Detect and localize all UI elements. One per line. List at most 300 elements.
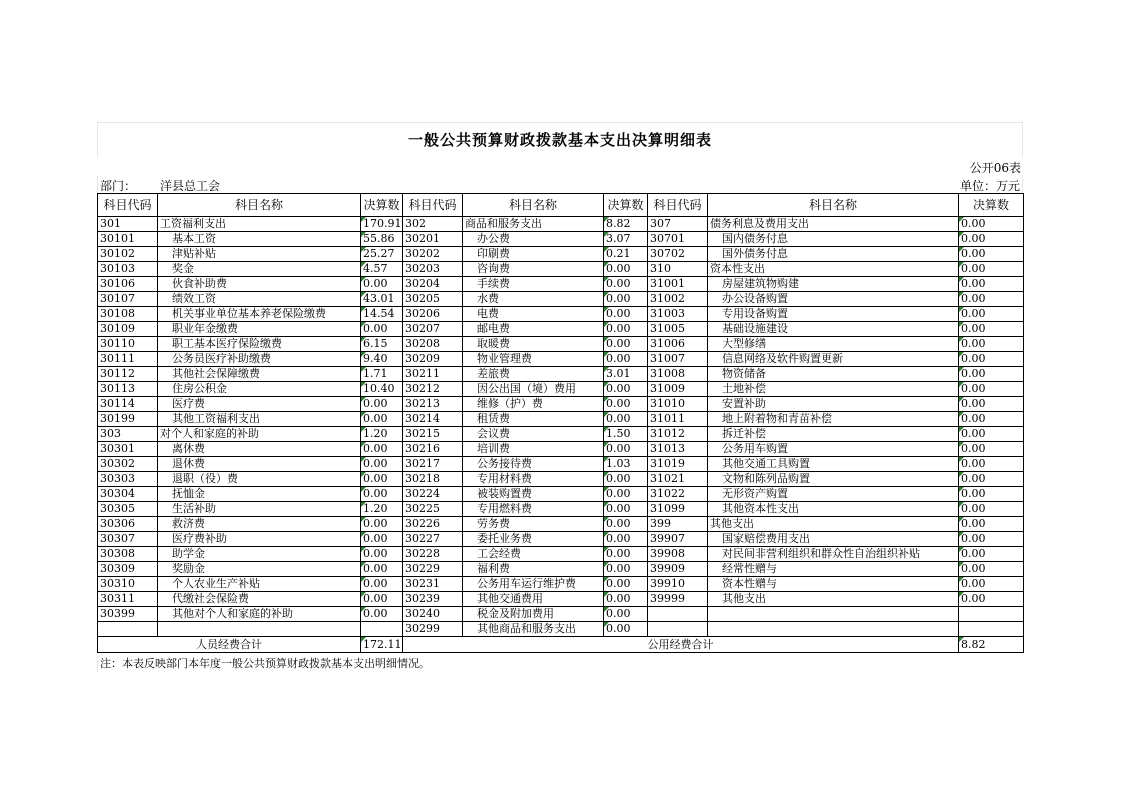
- item-code: 31010: [648, 397, 708, 412]
- item-code: 399: [648, 517, 708, 532]
- item-name: 资本性支出: [708, 262, 959, 277]
- item-code: 30214: [403, 412, 463, 427]
- item-name: 其他社会保障缴费: [158, 367, 361, 382]
- item-code: 31003: [648, 307, 708, 322]
- department-name: 洋县总工会: [160, 179, 221, 193]
- item-amount: 0.00: [361, 412, 403, 427]
- item-amount: 0.00: [604, 382, 648, 397]
- table-row: [98, 457, 1024, 472]
- item-name: 水费: [463, 292, 604, 307]
- table-row: [98, 337, 1024, 352]
- table-row: [98, 592, 1024, 607]
- item-code: 301: [98, 217, 158, 232]
- item-name: 伙食补助费: [158, 277, 361, 292]
- item-name: 个人农业生产补贴: [158, 577, 361, 592]
- item-amount: 0.00: [959, 307, 1024, 322]
- item-code: 39908: [648, 547, 708, 562]
- item-amount: 0.00: [604, 472, 648, 487]
- item-name: 绩效工资: [158, 292, 361, 307]
- item-code: 30299: [403, 622, 463, 637]
- item-amount: 0.00: [604, 292, 648, 307]
- table-row: [98, 262, 1024, 277]
- item-code: 30216: [403, 442, 463, 457]
- item-amount: 0.00: [604, 502, 648, 517]
- table-row: [98, 217, 1024, 232]
- item-code: 30702: [648, 247, 708, 262]
- item-code: 310: [648, 262, 708, 277]
- item-code: 30231: [403, 577, 463, 592]
- item-code: [648, 622, 708, 637]
- item-name: 办公设备购置: [708, 292, 959, 307]
- item-code: 30207: [403, 322, 463, 337]
- form-number-row: [97, 157, 1023, 175]
- item-name: 代缴社会保险费: [158, 592, 361, 607]
- item-name: 对个人和家庭的补助: [158, 427, 361, 442]
- item-code: 39907: [648, 532, 708, 547]
- item-amount: 0.00: [959, 382, 1024, 397]
- table-row: [98, 472, 1024, 487]
- item-name: 工资福利支出: [158, 217, 361, 232]
- table-row: [98, 502, 1024, 517]
- item-code: 31006: [648, 337, 708, 352]
- table-row: [98, 322, 1024, 337]
- item-name: 安置补助: [708, 397, 959, 412]
- item-name: 税金及附加费用: [463, 607, 604, 622]
- item-name: 因公出国（境）费用: [463, 382, 604, 397]
- item-code: 30217: [403, 457, 463, 472]
- item-code: 30239: [403, 592, 463, 607]
- table-row: [98, 577, 1024, 592]
- item-name: 抚恤金: [158, 487, 361, 502]
- item-amount: 0.00: [361, 397, 403, 412]
- item-name: 经常性赠与: [708, 562, 959, 577]
- unit-label: 单位：万元: [959, 179, 1020, 193]
- item-name: 奖金: [158, 262, 361, 277]
- item-code: [648, 607, 708, 622]
- item-amount: 0.00: [959, 277, 1024, 292]
- item-name: 被装购置费: [463, 487, 604, 502]
- item-code: 30309: [98, 562, 158, 577]
- public-total-label: 公用经费合计: [403, 637, 959, 653]
- item-name: 手续费: [463, 277, 604, 292]
- item-code: 39909: [648, 562, 708, 577]
- item-code: 30110: [98, 337, 158, 352]
- item-code: 30305: [98, 502, 158, 517]
- item-name: 租赁费: [463, 412, 604, 427]
- item-code: 39999: [648, 592, 708, 607]
- item-name: 委托业务费: [463, 532, 604, 547]
- item-amount: 0.00: [361, 472, 403, 487]
- item-code: 31022: [648, 487, 708, 502]
- item-name: 对民间非营利组织和群众性自治组织补贴: [708, 547, 959, 562]
- item-amount: 0.00: [959, 517, 1024, 532]
- item-amount: 0.00: [604, 352, 648, 367]
- item-code: 31099: [648, 502, 708, 517]
- table-row: [98, 412, 1024, 427]
- item-code: 30109: [98, 322, 158, 337]
- item-amount: 0.00: [959, 247, 1024, 262]
- item-name: 工会经费: [463, 547, 604, 562]
- item-code: 30112: [98, 367, 158, 382]
- item-code: 30701: [648, 232, 708, 247]
- header-name: 科目名称: [158, 194, 361, 217]
- item-name: 退职（役）费: [158, 472, 361, 487]
- item-name: 基础设施建设: [708, 322, 959, 337]
- item-name: 退休费: [158, 457, 361, 472]
- item-amount: 10.40: [361, 382, 403, 397]
- item-code: 30225: [403, 502, 463, 517]
- table-row: [98, 487, 1024, 502]
- item-name: 邮电费: [463, 322, 604, 337]
- item-amount: 0.00: [604, 442, 648, 457]
- item-name: 专用燃料费: [463, 502, 604, 517]
- item-code: 30218: [403, 472, 463, 487]
- header-amount: 决算数: [361, 194, 403, 217]
- item-amount: 0.00: [959, 547, 1024, 562]
- item-code: [98, 622, 158, 637]
- item-amount: 0.00: [604, 592, 648, 607]
- item-amount: 0.00: [959, 457, 1024, 472]
- item-name: 其他交通工具购置: [708, 457, 959, 472]
- item-name: 差旅费: [463, 367, 604, 382]
- item-amount: 0.00: [604, 277, 648, 292]
- item-name: 专用设备购置: [708, 307, 959, 322]
- header-amount: 决算数: [959, 194, 1024, 217]
- header-code: 科目代码: [98, 194, 158, 217]
- item-code: 30301: [98, 442, 158, 457]
- item-amount: 0.00: [361, 442, 403, 457]
- item-code: 30240: [403, 607, 463, 622]
- item-amount: 43.01: [361, 292, 403, 307]
- item-code: 30205: [403, 292, 463, 307]
- public-total-value: 8.82: [959, 637, 1024, 653]
- header-amount: 决算数: [604, 194, 648, 217]
- item-code: 31021: [648, 472, 708, 487]
- item-amount: 0.00: [959, 487, 1024, 502]
- table-row: [98, 307, 1024, 322]
- item-code: 30203: [403, 262, 463, 277]
- item-code: 31005: [648, 322, 708, 337]
- item-amount: 0.00: [604, 517, 648, 532]
- item-code: 30215: [403, 427, 463, 442]
- item-amount: 0.00: [959, 562, 1024, 577]
- item-name: 其他资本性支出: [708, 502, 959, 517]
- item-amount: [959, 622, 1024, 637]
- item-name: 离休费: [158, 442, 361, 457]
- item-code: 30111: [98, 352, 158, 367]
- item-name: 奖励金: [158, 562, 361, 577]
- item-code: 303: [98, 427, 158, 442]
- table-row: [98, 517, 1024, 532]
- item-code: 30108: [98, 307, 158, 322]
- header-code: 科目代码: [648, 194, 708, 217]
- item-name: 其他交通费用: [463, 592, 604, 607]
- item-name: [708, 622, 959, 637]
- item-code: 30228: [403, 547, 463, 562]
- item-amount: 0.00: [959, 532, 1024, 547]
- item-name: 文物和陈列品购置: [708, 472, 959, 487]
- expenditure-table: [97, 193, 1024, 653]
- item-amount: 0.00: [959, 217, 1024, 232]
- item-code: 30106: [98, 277, 158, 292]
- item-code: 30209: [403, 352, 463, 367]
- table-row: [98, 397, 1024, 412]
- table-row: [98, 247, 1024, 262]
- item-amount: 0.00: [959, 292, 1024, 307]
- item-code: 31019: [648, 457, 708, 472]
- item-code: 30101: [98, 232, 158, 247]
- item-amount: 0.00: [959, 472, 1024, 487]
- personnel-total-value: 172.11: [361, 637, 403, 653]
- item-amount: 0.00: [959, 502, 1024, 517]
- item-amount: 55.86: [361, 232, 403, 247]
- item-code: 31012: [648, 427, 708, 442]
- item-name: 国家赔偿费用支出: [708, 532, 959, 547]
- item-name: 商品和服务支出: [463, 217, 604, 232]
- item-code: 30307: [98, 532, 158, 547]
- item-name: 基本工资: [158, 232, 361, 247]
- item-amount: 0.00: [959, 352, 1024, 367]
- item-code: 30204: [403, 277, 463, 292]
- item-amount: 0.00: [604, 562, 648, 577]
- item-amount: 0.00: [604, 487, 648, 502]
- department-row: [97, 175, 1023, 193]
- item-amount: 0.00: [959, 442, 1024, 457]
- item-amount: 0.00: [959, 427, 1024, 442]
- item-name: 大型修缮: [708, 337, 959, 352]
- item-code: 30302: [98, 457, 158, 472]
- table-row: [98, 367, 1024, 382]
- item-amount: 0.00: [604, 532, 648, 547]
- item-amount: 170.91: [361, 217, 403, 232]
- item-code: 30399: [98, 607, 158, 622]
- item-name: 公务员医疗补助缴费: [158, 352, 361, 367]
- item-code: 30213: [403, 397, 463, 412]
- item-name: 其他商品和服务支出: [463, 622, 604, 637]
- item-amount: 1.71: [361, 367, 403, 382]
- item-name: 住房公积金: [158, 382, 361, 397]
- item-code: 30206: [403, 307, 463, 322]
- item-name: 助学金: [158, 547, 361, 562]
- item-code: 30114: [98, 397, 158, 412]
- item-name: 房屋建筑物购建: [708, 277, 959, 292]
- item-amount: 0.00: [604, 337, 648, 352]
- item-name: 其他支出: [708, 592, 959, 607]
- item-code: 31009: [648, 382, 708, 397]
- table-row: [98, 532, 1024, 547]
- item-name: 公务用车购置: [708, 442, 959, 457]
- item-name: 资本性赠与: [708, 577, 959, 592]
- budget-sheet: [97, 122, 1023, 672]
- item-amount: 0.00: [604, 397, 648, 412]
- item-name: 其他工资福利支出: [158, 412, 361, 427]
- totals-row: [98, 637, 1024, 653]
- item-name: 医疗费: [158, 397, 361, 412]
- item-code: 31001: [648, 277, 708, 292]
- item-name: 国外债务付息: [708, 247, 959, 262]
- item-amount: 1.03: [604, 457, 648, 472]
- item-amount: 0.00: [361, 457, 403, 472]
- item-amount: 0.00: [959, 592, 1024, 607]
- item-code: 30211: [403, 367, 463, 382]
- item-amount: 8.82: [604, 217, 648, 232]
- item-name: 职工基本医疗保险缴费: [158, 337, 361, 352]
- item-amount: 0.00: [361, 532, 403, 547]
- table-row: [98, 622, 1024, 637]
- item-name: 电费: [463, 307, 604, 322]
- form-number: 公开06表: [969, 161, 1021, 175]
- table-row: [98, 427, 1024, 442]
- item-code: 30102: [98, 247, 158, 262]
- table-row: [98, 547, 1024, 562]
- table-row: [98, 607, 1024, 622]
- item-amount: 1.20: [361, 427, 403, 442]
- item-code: 31007: [648, 352, 708, 367]
- item-code: 30199: [98, 412, 158, 427]
- item-name: 拆迁补偿: [708, 427, 959, 442]
- item-name: 维修（护）费: [463, 397, 604, 412]
- table-row: [98, 232, 1024, 247]
- item-amount: 0.00: [604, 577, 648, 592]
- item-amount: 0.00: [959, 322, 1024, 337]
- department-label: 部门：: [100, 179, 137, 193]
- item-code: 30303: [98, 472, 158, 487]
- table-title: 一般公共预算财政拨款基本支出决算明细表: [407, 131, 712, 149]
- item-name: 物业管理费: [463, 352, 604, 367]
- item-amount: 3.01: [604, 367, 648, 382]
- table-row: [98, 562, 1024, 577]
- header-code: 科目代码: [403, 194, 463, 217]
- item-name: 物资储备: [708, 367, 959, 382]
- item-name: 信息网络及软件购置更新: [708, 352, 959, 367]
- item-amount: 0.00: [361, 517, 403, 532]
- table-row: [98, 352, 1024, 367]
- item-code: 30201: [403, 232, 463, 247]
- item-code: 307: [648, 217, 708, 232]
- item-code: 30227: [403, 532, 463, 547]
- table-row: [98, 442, 1024, 457]
- item-name: [158, 622, 361, 637]
- item-name: 其他对个人和家庭的补助: [158, 607, 361, 622]
- item-code: 30306: [98, 517, 158, 532]
- item-amount: 0.00: [361, 277, 403, 292]
- item-name: 福利费: [463, 562, 604, 577]
- item-amount: 0.00: [959, 232, 1024, 247]
- item-amount: 6.15: [361, 337, 403, 352]
- item-amount: [959, 607, 1024, 622]
- item-name: 公务用车运行维护费: [463, 577, 604, 592]
- item-amount: 1.50: [604, 427, 648, 442]
- item-amount: 0.00: [604, 412, 648, 427]
- item-name: 公务接待费: [463, 457, 604, 472]
- item-amount: 25.27: [361, 247, 403, 262]
- item-code: 302: [403, 217, 463, 232]
- item-name: 无形资产购置: [708, 487, 959, 502]
- item-code: 31011: [648, 412, 708, 427]
- item-amount: 0.00: [959, 397, 1024, 412]
- item-name: 地上附着物和青苗补偿: [708, 412, 959, 427]
- item-amount: 9.40: [361, 352, 403, 367]
- item-name: 办公费: [463, 232, 604, 247]
- item-amount: 0.00: [959, 367, 1024, 382]
- item-code: 30107: [98, 292, 158, 307]
- item-name: 职业年金缴费: [158, 322, 361, 337]
- item-name: 救济费: [158, 517, 361, 532]
- item-name: 国内债务付息: [708, 232, 959, 247]
- item-code: 30226: [403, 517, 463, 532]
- item-amount: 0.00: [604, 547, 648, 562]
- table-row: [98, 277, 1024, 292]
- item-amount: 0.00: [604, 607, 648, 622]
- item-amount: 0.00: [959, 412, 1024, 427]
- item-amount: 0.00: [959, 262, 1024, 277]
- item-amount: 0.21: [604, 247, 648, 262]
- item-amount: 0.00: [361, 592, 403, 607]
- item-amount: 4.57: [361, 262, 403, 277]
- item-name: 专用材料费: [463, 472, 604, 487]
- item-name: 土地补偿: [708, 382, 959, 397]
- item-code: 30103: [98, 262, 158, 277]
- footnote: 注：本表反映部门本年度一般公共预算财政拨款基本支出明细情况。: [97, 656, 1023, 672]
- item-name: 生活补助: [158, 502, 361, 517]
- item-amount: 0.00: [361, 547, 403, 562]
- item-code: 30208: [403, 337, 463, 352]
- item-name: 债务利息及费用支出: [708, 217, 959, 232]
- item-name: 津贴补贴: [158, 247, 361, 262]
- item-amount: 0.00: [361, 607, 403, 622]
- item-name: 医疗费补助: [158, 532, 361, 547]
- item-amount: 0.00: [361, 562, 403, 577]
- item-code: 30212: [403, 382, 463, 397]
- header-name: 科目名称: [463, 194, 604, 217]
- item-amount: 0.00: [361, 577, 403, 592]
- item-amount: 0.00: [604, 322, 648, 337]
- item-name: 印刷费: [463, 247, 604, 262]
- item-code: 30311: [98, 592, 158, 607]
- item-code: 30113: [98, 382, 158, 397]
- item-amount: 0.00: [604, 262, 648, 277]
- item-amount: 0.00: [959, 577, 1024, 592]
- item-amount: 1.20: [361, 502, 403, 517]
- table-row: [98, 382, 1024, 397]
- item-code: 30304: [98, 487, 158, 502]
- table-row: [98, 292, 1024, 307]
- item-amount: 14.54: [361, 307, 403, 322]
- item-code: 30308: [98, 547, 158, 562]
- item-name: 取暖费: [463, 337, 604, 352]
- personnel-total-label: 人员经费合计: [98, 637, 361, 653]
- table-header-row: [98, 194, 1024, 217]
- item-name: 会议费: [463, 427, 604, 442]
- item-name: 其他支出: [708, 517, 959, 532]
- item-amount: 0.00: [604, 622, 648, 637]
- item-code: 30202: [403, 247, 463, 262]
- item-code: 30224: [403, 487, 463, 502]
- item-code: 30229: [403, 562, 463, 577]
- item-code: 30310: [98, 577, 158, 592]
- header-name: 科目名称: [708, 194, 959, 217]
- item-name: 咨询费: [463, 262, 604, 277]
- item-code: 39910: [648, 577, 708, 592]
- item-amount: 0.00: [604, 307, 648, 322]
- item-amount: [361, 622, 403, 637]
- item-amount: 0.00: [361, 322, 403, 337]
- item-name: 机关事业单位基本养老保险缴费: [158, 307, 361, 322]
- item-name: 培训费: [463, 442, 604, 457]
- item-code: 31008: [648, 367, 708, 382]
- title-row: [97, 122, 1023, 157]
- item-amount: 0.00: [959, 337, 1024, 352]
